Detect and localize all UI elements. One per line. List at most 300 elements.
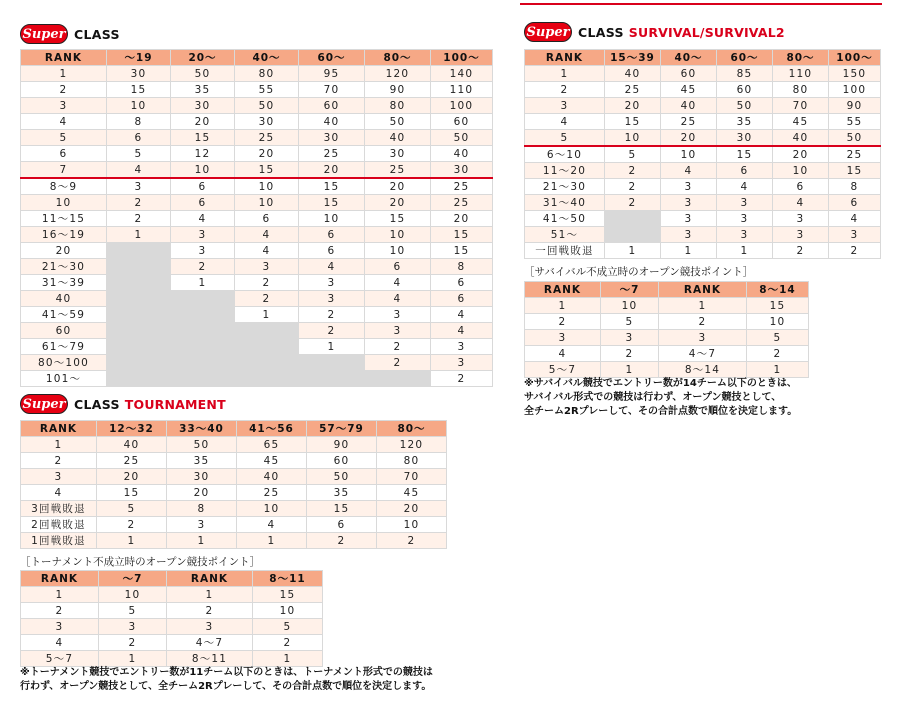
- column-header: ～7: [601, 282, 659, 298]
- table-row: [21, 291, 493, 307]
- points-cell: 2: [107, 211, 171, 227]
- rank-cell: 3: [525, 330, 601, 346]
- points-cell: 6: [299, 227, 365, 243]
- points-cell: 3: [107, 178, 171, 195]
- points-cell: 2: [99, 635, 167, 651]
- points-cell: [107, 371, 171, 387]
- table-row: [525, 195, 881, 211]
- rank-cell: 1回戦敗退: [21, 533, 97, 549]
- table-row: [21, 485, 447, 501]
- points-cell: 8: [167, 501, 237, 517]
- points-cell: 3: [829, 227, 881, 243]
- points-cell: 8～14: [659, 362, 747, 378]
- points-cell: 60: [717, 82, 773, 98]
- points-cell: 3: [235, 259, 299, 275]
- table-row: [21, 619, 323, 635]
- points-cell: 20: [365, 178, 431, 195]
- points-cell: 40: [97, 437, 167, 453]
- rank-cell: 3: [21, 98, 107, 114]
- points-cell: 15: [171, 130, 235, 146]
- points-cell: 6: [431, 275, 493, 291]
- points-cell: 2: [659, 314, 747, 330]
- tournament-class-table: [20, 420, 447, 549]
- points-cell: 3: [661, 195, 717, 211]
- rank-cell: 3: [21, 619, 99, 635]
- rank-cell: 5: [525, 130, 605, 147]
- points-cell: [299, 355, 365, 371]
- points-cell: 10: [661, 146, 717, 163]
- points-cell: 10: [299, 211, 365, 227]
- points-cell: 10: [235, 178, 299, 195]
- table-row: [21, 259, 493, 275]
- column-header: RANK: [525, 50, 605, 66]
- points-cell: [171, 291, 235, 307]
- rank-cell: 51～: [525, 227, 605, 243]
- points-cell: 50: [717, 98, 773, 114]
- points-cell: 2: [97, 517, 167, 533]
- points-cell: 50: [235, 98, 299, 114]
- points-cell: 10: [99, 587, 167, 603]
- points-cell: 20: [299, 162, 365, 179]
- points-cell: 60: [299, 98, 365, 114]
- table-row: [21, 371, 493, 387]
- rank-cell: 6: [21, 146, 107, 162]
- points-cell: 1: [299, 339, 365, 355]
- points-cell: 20: [773, 146, 829, 163]
- points-cell: [235, 339, 299, 355]
- points-cell: 50: [171, 66, 235, 82]
- points-cell: 3: [365, 323, 431, 339]
- points-cell: 1: [167, 533, 237, 549]
- points-cell: 2: [773, 243, 829, 259]
- points-cell: 30: [431, 162, 493, 179]
- column-header: 40～: [661, 50, 717, 66]
- points-cell: 90: [307, 437, 377, 453]
- points-cell: 4: [365, 291, 431, 307]
- heading-class-label: CLASS: [74, 26, 120, 42]
- points-cell: 40: [431, 146, 493, 162]
- points-cell: 1: [659, 298, 747, 314]
- column-header: 40～: [235, 50, 299, 66]
- table-row: [21, 587, 323, 603]
- points-cell: [107, 243, 171, 259]
- points-cell: 140: [431, 66, 493, 82]
- column-header: 80～: [365, 50, 431, 66]
- note-line: 全チーム2Rプレーして、その合計点数で順位を決定します。: [524, 406, 798, 417]
- points-cell: 2: [107, 195, 171, 211]
- table-row: [525, 362, 809, 378]
- points-cell: 1: [717, 243, 773, 259]
- points-cell: 60: [431, 114, 493, 130]
- table-row: [21, 453, 447, 469]
- column-header: 41～56: [237, 421, 307, 437]
- points-cell: 10: [237, 501, 307, 517]
- survival-class-heading: [524, 22, 785, 42]
- table-row: [21, 469, 447, 485]
- points-cell: 1: [107, 227, 171, 243]
- column-header: 100～: [431, 50, 493, 66]
- points-cell: 4: [431, 307, 493, 323]
- points-cell: 3: [431, 339, 493, 355]
- table-row: [21, 130, 493, 146]
- points-cell: 2: [307, 533, 377, 549]
- points-cell: 30: [167, 469, 237, 485]
- points-cell: 6: [307, 517, 377, 533]
- points-cell: 40: [661, 98, 717, 114]
- points-cell: 20: [365, 195, 431, 211]
- points-cell: 3: [661, 179, 717, 195]
- points-cell: 50: [307, 469, 377, 485]
- points-cell: 70: [377, 469, 447, 485]
- rank-cell: 1: [21, 66, 107, 82]
- points-cell: 3: [299, 291, 365, 307]
- tournament-open-title: ［トーナメント不成立時のオープン競技ポイント］: [20, 556, 261, 568]
- rank-cell: 3回戦敗退: [21, 501, 97, 517]
- points-cell: 3: [99, 619, 167, 635]
- points-cell: [235, 371, 299, 387]
- table-row: [21, 146, 493, 162]
- points-cell: 150: [829, 66, 881, 82]
- rank-cell: 2回戦敗退: [21, 517, 97, 533]
- table-row: [525, 211, 881, 227]
- table-row: [21, 178, 493, 195]
- points-cell: 3: [661, 211, 717, 227]
- points-cell: 15: [299, 178, 365, 195]
- points-cell: 65: [237, 437, 307, 453]
- table-row: [21, 307, 493, 323]
- points-cell: 15: [97, 485, 167, 501]
- points-cell: 3: [171, 243, 235, 259]
- survival-open-table: [524, 281, 809, 378]
- points-cell: 25: [431, 195, 493, 211]
- points-cell: 1: [601, 362, 659, 378]
- points-cell: 1: [167, 587, 253, 603]
- survival-note: [524, 377, 797, 419]
- header-row: [21, 421, 447, 437]
- column-header: 20～: [171, 50, 235, 66]
- rank-cell: 5～7: [21, 651, 99, 667]
- table-row: [21, 195, 493, 211]
- points-cell: 2: [605, 179, 661, 195]
- points-cell: 2: [299, 307, 365, 323]
- points-cell: 60: [307, 453, 377, 469]
- heading-tournament-label: TOURNAMENT: [124, 396, 226, 412]
- points-cell: 5: [107, 146, 171, 162]
- points-cell: 30: [171, 98, 235, 114]
- points-cell: 25: [661, 114, 717, 130]
- points-cell: 50: [167, 437, 237, 453]
- table-row: [21, 501, 447, 517]
- table-row: [21, 533, 447, 549]
- heading-class-label: CLASS: [578, 24, 624, 40]
- points-cell: [605, 211, 661, 227]
- points-cell: 1: [97, 533, 167, 549]
- points-cell: 55: [235, 82, 299, 98]
- table-row: [525, 330, 809, 346]
- points-cell: [171, 371, 235, 387]
- points-cell: 35: [717, 114, 773, 130]
- points-cell: 25: [365, 162, 431, 179]
- points-cell: 3: [431, 355, 493, 371]
- points-cell: 45: [377, 485, 447, 501]
- points-cell: 1: [747, 362, 809, 378]
- points-cell: 40: [773, 130, 829, 147]
- points-cell: 25: [829, 146, 881, 163]
- points-cell: 1: [235, 307, 299, 323]
- points-cell: 4～7: [167, 635, 253, 651]
- super-logo: Super: [20, 24, 68, 44]
- points-cell: 1: [661, 243, 717, 259]
- column-header: 8～14: [747, 282, 809, 298]
- rank-cell: 1: [525, 298, 601, 314]
- points-cell: 1: [605, 243, 661, 259]
- super-logo: Super: [20, 394, 68, 414]
- table-row: [525, 146, 881, 163]
- points-cell: 1: [171, 275, 235, 291]
- rank-cell: 1: [21, 587, 99, 603]
- points-cell: 45: [661, 82, 717, 98]
- points-cell: 10: [773, 163, 829, 179]
- points-cell: 2: [235, 275, 299, 291]
- column-header: RANK: [21, 571, 99, 587]
- rank-cell: 80～100: [21, 355, 107, 371]
- points-cell: 25: [605, 82, 661, 98]
- points-cell: 80: [377, 453, 447, 469]
- points-cell: 120: [377, 437, 447, 453]
- points-cell: 20: [605, 98, 661, 114]
- header-row: [21, 571, 323, 587]
- table-row: [21, 355, 493, 371]
- points-cell: [107, 323, 171, 339]
- points-cell: 2: [299, 323, 365, 339]
- points-cell: 2: [253, 635, 323, 651]
- points-cell: 100: [829, 82, 881, 98]
- points-cell: 3: [171, 227, 235, 243]
- points-cell: 25: [431, 178, 493, 195]
- rank-cell: 41～50: [525, 211, 605, 227]
- points-cell: 50: [829, 130, 881, 147]
- note-line: ※サバイバル競技でエントリー数が14チーム以下のときは、: [524, 378, 797, 389]
- points-cell: [107, 355, 171, 371]
- rank-cell: 3: [525, 98, 605, 114]
- points-cell: 3: [299, 275, 365, 291]
- points-cell: 6: [431, 291, 493, 307]
- points-cell: 2: [365, 355, 431, 371]
- points-cell: 40: [299, 114, 365, 130]
- points-cell: 120: [365, 66, 431, 82]
- rank-cell: 1: [525, 66, 605, 82]
- points-cell: [107, 291, 171, 307]
- table-row: [21, 211, 493, 227]
- points-cell: 3: [773, 227, 829, 243]
- points-cell: 4: [237, 517, 307, 533]
- points-cell: 4: [829, 211, 881, 227]
- points-cell: 10: [235, 195, 299, 211]
- tournament-open-table: [20, 570, 323, 667]
- rank-cell: 2: [525, 82, 605, 98]
- table-row: [21, 275, 493, 291]
- rank-cell: 2: [21, 453, 97, 469]
- points-cell: 6: [171, 178, 235, 195]
- points-cell: [107, 307, 171, 323]
- rank-cell: 21～30: [525, 179, 605, 195]
- points-cell: [171, 307, 235, 323]
- table-row: [525, 114, 881, 130]
- table-row: [525, 130, 881, 147]
- column-header: 12～32: [97, 421, 167, 437]
- points-cell: 25: [235, 130, 299, 146]
- table-row: [525, 227, 881, 243]
- points-cell: 95: [299, 66, 365, 82]
- points-cell: 15: [107, 82, 171, 98]
- points-cell: 10: [377, 517, 447, 533]
- table-row: [21, 82, 493, 98]
- points-cell: [235, 323, 299, 339]
- survival-class-table: [524, 49, 881, 259]
- rank-cell: 1: [21, 437, 97, 453]
- points-cell: 4: [661, 163, 717, 179]
- table-row: [21, 98, 493, 114]
- table-row: [525, 346, 809, 362]
- points-cell: 2: [747, 346, 809, 362]
- super-class-table: [20, 49, 493, 387]
- points-cell: 5: [747, 330, 809, 346]
- column-header: ～19: [107, 50, 171, 66]
- points-cell: 20: [235, 146, 299, 162]
- points-cell: 6: [171, 195, 235, 211]
- tournament-note: [20, 666, 433, 694]
- column-header: 100～: [829, 50, 881, 66]
- points-cell: 45: [237, 453, 307, 469]
- points-cell: 10: [601, 298, 659, 314]
- points-cell: 80: [365, 98, 431, 114]
- column-header: 15～39: [605, 50, 661, 66]
- rank-cell: 4: [525, 114, 605, 130]
- points-cell: 20: [661, 130, 717, 147]
- super-class-heading: [20, 24, 120, 44]
- column-header: 80～: [773, 50, 829, 66]
- points-cell: 3: [661, 227, 717, 243]
- points-cell: 5: [99, 603, 167, 619]
- rank-cell: 5～7: [525, 362, 601, 378]
- header-row: [525, 282, 809, 298]
- column-header: 60～: [299, 50, 365, 66]
- points-cell: 15: [829, 163, 881, 179]
- table-row: [525, 163, 881, 179]
- points-cell: 35: [167, 453, 237, 469]
- points-cell: 2: [235, 291, 299, 307]
- points-cell: [171, 339, 235, 355]
- points-cell: 3: [167, 619, 253, 635]
- points-cell: 85: [717, 66, 773, 82]
- points-cell: 3: [167, 517, 237, 533]
- points-cell: 55: [829, 114, 881, 130]
- table-row: [21, 227, 493, 243]
- column-header: RANK: [525, 282, 601, 298]
- rank-cell: 4: [525, 346, 601, 362]
- rank-cell: 2: [21, 82, 107, 98]
- points-cell: 2: [601, 346, 659, 362]
- points-cell: [605, 227, 661, 243]
- points-cell: 5: [253, 619, 323, 635]
- points-cell: 10: [365, 227, 431, 243]
- table-row: [21, 323, 493, 339]
- points-cell: 8～11: [167, 651, 253, 667]
- points-cell: 15: [307, 501, 377, 517]
- points-cell: [171, 355, 235, 371]
- points-cell: 6: [829, 195, 881, 211]
- points-cell: 15: [299, 195, 365, 211]
- points-cell: 100: [431, 98, 493, 114]
- rank-cell: 2: [525, 314, 601, 330]
- points-cell: 2: [829, 243, 881, 259]
- points-cell: 2: [605, 163, 661, 179]
- points-cell: 4: [431, 323, 493, 339]
- heading-survival-label: SURVIVAL/SURVIVAL2: [628, 24, 785, 40]
- super-logo: Super: [524, 22, 572, 42]
- note-line: ※トーナメント競技でエントリー数が11チーム以下のときは、トーナメント形式での競技は: [20, 667, 433, 678]
- points-cell: 15: [253, 587, 323, 603]
- points-cell: 20: [431, 211, 493, 227]
- points-cell: 10: [107, 98, 171, 114]
- rank-cell: 101～: [21, 371, 107, 387]
- points-cell: 110: [431, 82, 493, 98]
- points-cell: 3: [717, 195, 773, 211]
- table-row: [21, 517, 447, 533]
- points-cell: 8: [431, 259, 493, 275]
- points-cell: 60: [661, 66, 717, 82]
- points-cell: 20: [167, 485, 237, 501]
- table-row: [21, 437, 447, 453]
- points-cell: 8: [107, 114, 171, 130]
- rank-cell: 4: [21, 485, 97, 501]
- column-header: RANK: [659, 282, 747, 298]
- table-row: [21, 339, 493, 355]
- points-cell: 15: [431, 243, 493, 259]
- points-cell: 3: [717, 211, 773, 227]
- points-cell: 70: [773, 98, 829, 114]
- points-cell: 10: [171, 162, 235, 179]
- points-cell: 3: [601, 330, 659, 346]
- points-cell: 4: [299, 259, 365, 275]
- points-cell: 45: [773, 114, 829, 130]
- rank-cell: 3: [21, 469, 97, 485]
- points-cell: 2: [171, 259, 235, 275]
- points-cell: 6: [107, 130, 171, 146]
- points-cell: 8: [829, 179, 881, 195]
- column-header: 8～11: [253, 571, 323, 587]
- points-cell: 20: [377, 501, 447, 517]
- points-cell: 30: [107, 66, 171, 82]
- points-cell: 30: [365, 146, 431, 162]
- table-row: [525, 66, 881, 82]
- header-row: [21, 50, 493, 66]
- points-cell: 50: [365, 114, 431, 130]
- rank-cell: 20: [21, 243, 107, 259]
- points-cell: 25: [97, 453, 167, 469]
- points-cell: 2: [167, 603, 253, 619]
- rank-cell: 4: [21, 635, 99, 651]
- points-cell: 80: [773, 82, 829, 98]
- points-cell: 3: [365, 307, 431, 323]
- points-cell: 15: [365, 211, 431, 227]
- rank-cell: 31～39: [21, 275, 107, 291]
- note-line: 行わず、オープン競技として、全チーム2Rプレーして、その合計点数で順位を決定します。: [20, 681, 432, 692]
- tournament-class-heading: [20, 394, 226, 414]
- points-cell: 4～7: [659, 346, 747, 362]
- points-cell: 6: [299, 243, 365, 259]
- rank-cell: 11～15: [21, 211, 107, 227]
